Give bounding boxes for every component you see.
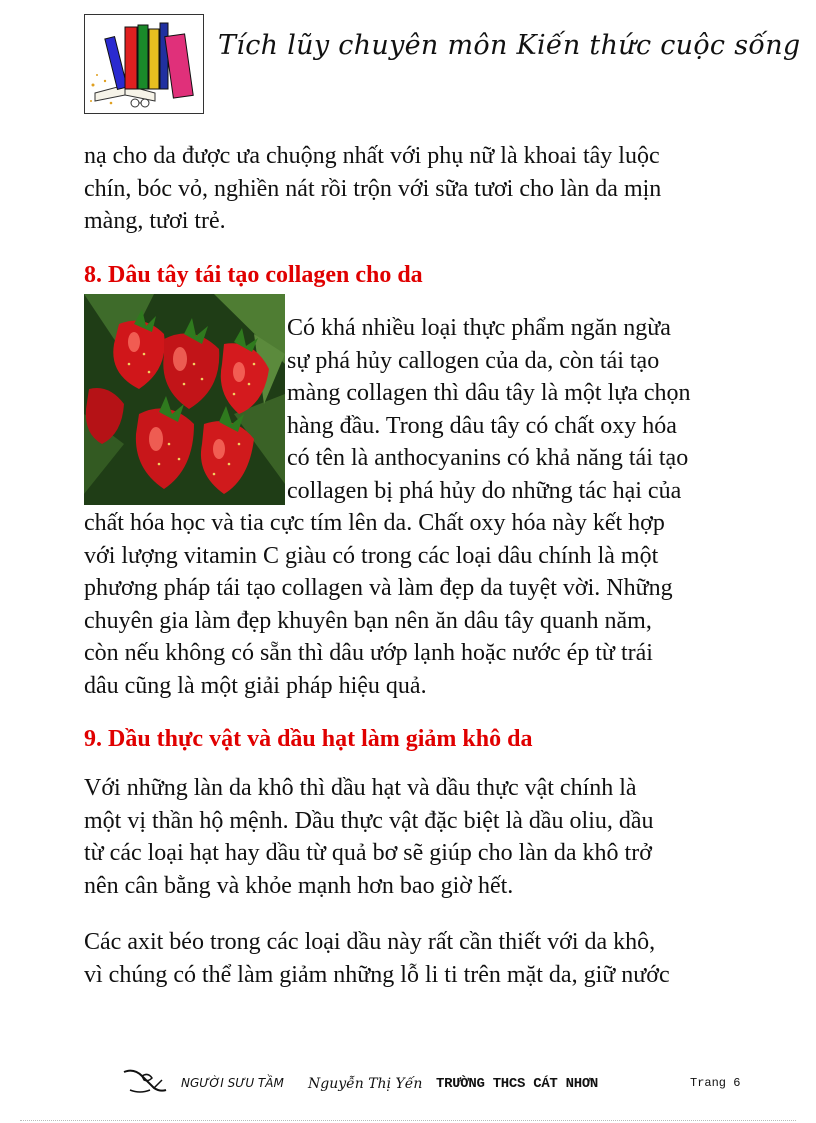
strawberries-image	[84, 294, 285, 505]
page-footer	[0, 1066, 816, 1106]
section-8-body	[84, 507, 754, 702]
footer-divider	[20, 1120, 796, 1122]
intro-paragraph	[84, 140, 744, 238]
author-name: Nguyễn Thị Yến	[308, 1076, 423, 1092]
body-line: nên cân bằng và khỏe mạnh hơn bao giờ hết.	[84, 872, 514, 899]
intro-line: nạ cho da được ưa chuộng nhất với phụ nữ là khoai tây luộc	[84, 143, 660, 169]
side-line: collagen bị phá hủy do những tác hại của	[287, 477, 682, 504]
body-line: còn nếu không có sẵn thì dâu ướp lạnh hoặc nước ép từ trái	[84, 640, 653, 666]
body-line: vì chúng có thể làm giảm những lỗ li ti trên mặt da, giữ nước	[84, 961, 670, 988]
page-number: Trang 6	[690, 1076, 741, 1090]
section-9-paragraph-2	[84, 926, 754, 991]
books-logo-icon	[84, 14, 204, 114]
side-line: có tên là anthocyanins có khả năng tái tạo	[287, 445, 689, 471]
section-8-side-text	[287, 312, 747, 507]
body-line: với lượng vitamin C giàu có trong các loại dâu chính là một	[84, 542, 659, 569]
body-line: Các axit béo trong các loại dầu này rất cần thiết với da khô,	[84, 929, 656, 955]
body-line: từ các loại hạt hay dầu từ quả bơ sẽ giúp cho làn da khô trở	[84, 840, 652, 866]
intro-line: màng, tươi trẻ.	[84, 208, 226, 234]
school-name: TRƯỜNG THCS CÁT NHƠN	[436, 1076, 599, 1092]
intro-line: chín, bóc vỏ, nghiền nát rồi trộn với sữa tươi cho làn da mịn	[84, 175, 662, 202]
body-line: dâu cũng là một giải pháp hiệu quả.	[84, 672, 427, 699]
body-line: chất hóa học và tia cực tím lên da. Chất oxy hóa này kết hợp	[84, 510, 665, 536]
body-line: một vị thần hộ mệnh. Dầu thực vật đặc biệt là dầu oliu, dầu	[84, 807, 654, 834]
section-8-heading: 8. Dâu tây tái tạo collagen cho da	[84, 262, 423, 288]
section-9-paragraph-1	[84, 772, 754, 902]
side-line: sự phá hủy callogen của da, còn tái tạo	[287, 347, 660, 374]
body-line: Với những làn da khô thì dầu hạt và dầu thực vật chính là	[84, 775, 637, 801]
section-9-heading: 9. Dầu thực vật và dầu hạt làm giảm khô da	[84, 726, 533, 752]
side-line: Có khá nhiều loại thực phẩm ngăn ngừa	[287, 315, 671, 341]
body-line: chuyên gia làm đẹp khuyên bạn nên ăn dâu tây quanh năm,	[84, 607, 652, 634]
header-title: Tích lũy chuyên môn Kiến thức cuộc sống	[218, 30, 801, 61]
page-body	[84, 140, 744, 238]
collector-label: NGƯỜI SƯU TẦM	[181, 1076, 284, 1090]
side-line: hàng đầu. Trong dâu tây có chất oxy hóa	[287, 412, 677, 439]
body-line: phương pháp tái tạo collagen và làm đẹp da tuyệt vời. Những	[84, 575, 673, 601]
side-line: màng collagen thì dâu tây là một lựa chọn	[287, 380, 691, 406]
pen-icon	[120, 1066, 170, 1101]
